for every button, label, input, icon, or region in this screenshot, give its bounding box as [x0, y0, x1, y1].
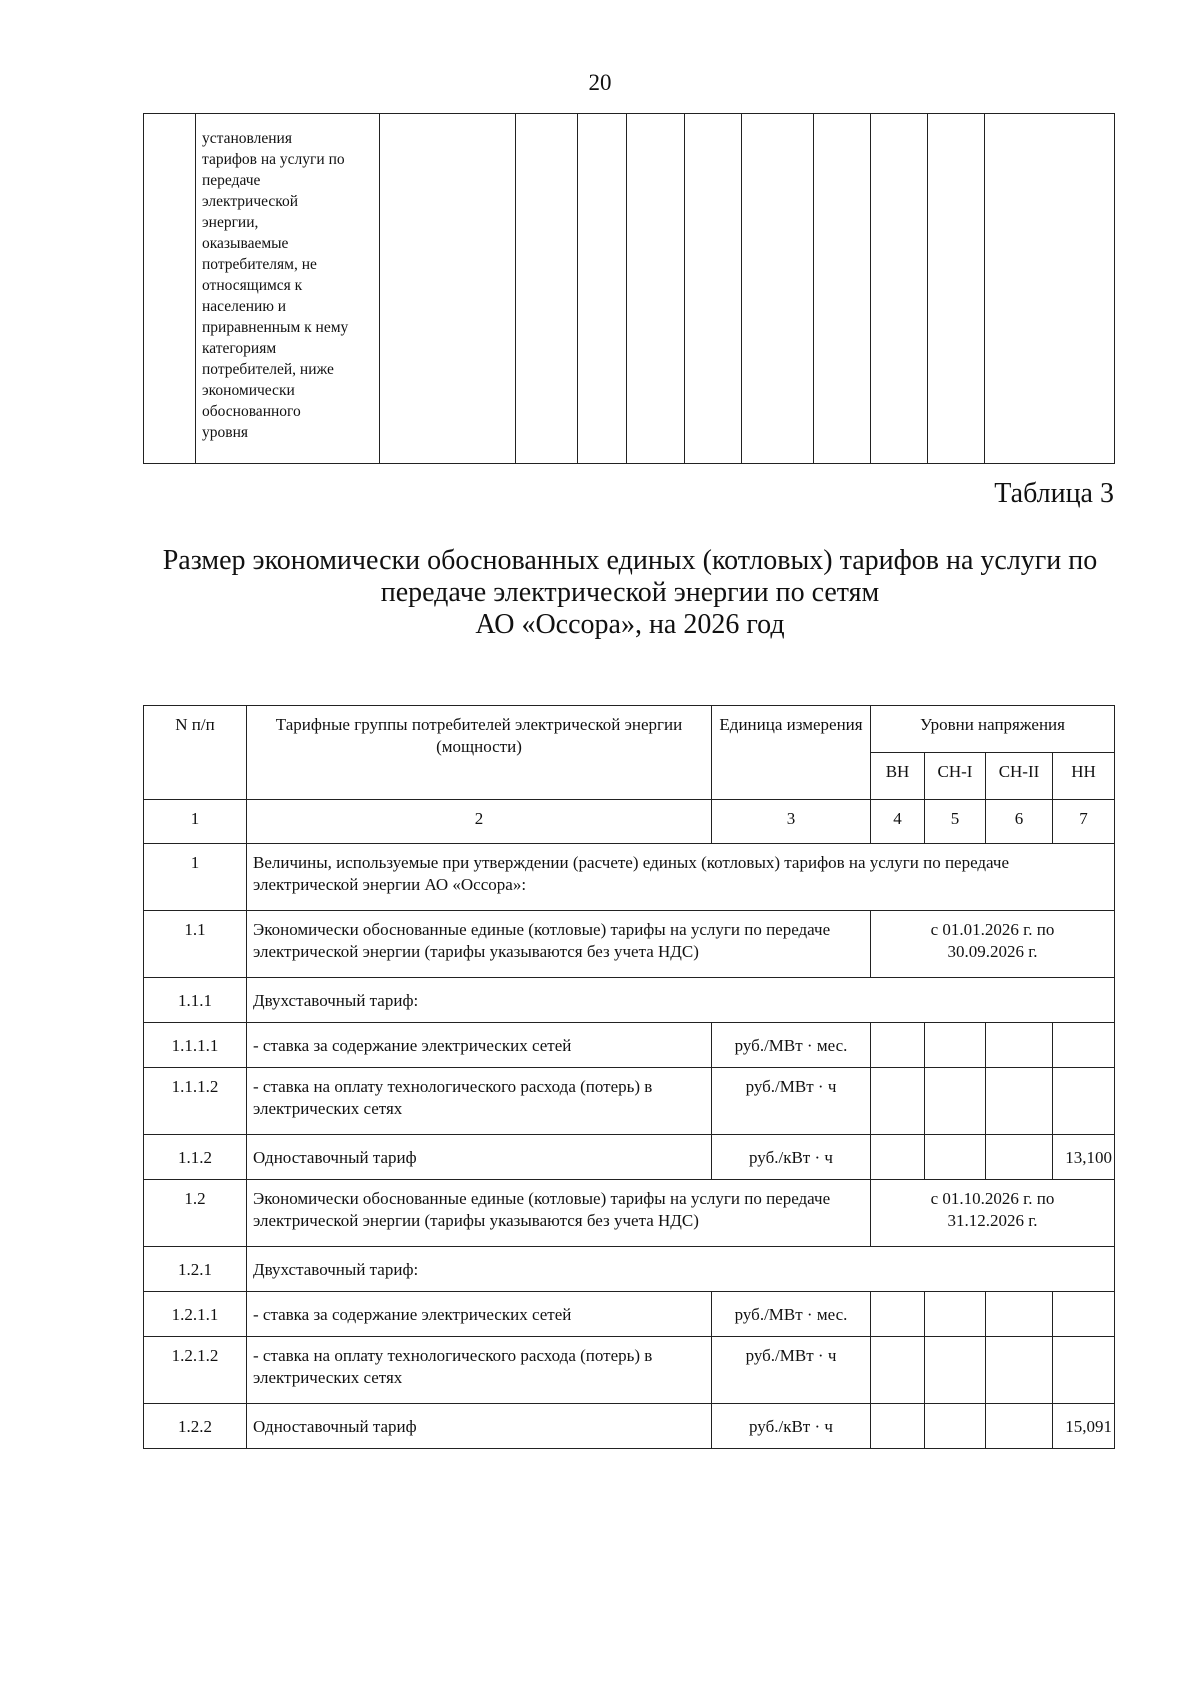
row-num: 1.1 — [144, 911, 247, 978]
row-text: Двухставочный тариф: — [247, 978, 1115, 1023]
row-unit: руб./кВт · ч — [712, 1135, 871, 1180]
cont-line: обоснованного — [202, 403, 301, 420]
header-sn1: СН-I — [925, 753, 986, 800]
cont-cell — [871, 114, 928, 464]
row-num: 1.1.1 — [144, 978, 247, 1023]
cell-sn2 — [986, 1068, 1053, 1135]
page-number: 20 — [588, 70, 612, 95]
row-unit: руб./кВт · ч — [712, 1404, 871, 1449]
cont-cell — [985, 114, 1115, 464]
row-num: 1.2.2 — [144, 1404, 247, 1449]
cell-sn2 — [986, 1404, 1053, 1449]
cont-line: энергии, — [202, 214, 259, 231]
colnum: 6 — [986, 800, 1053, 844]
cell-sn1 — [925, 1023, 986, 1068]
cont-cell-text — [196, 114, 380, 464]
cell-nn-value: 13,100 — [1053, 1135, 1115, 1180]
cell-sn1 — [925, 1292, 986, 1337]
period — [871, 1180, 1115, 1247]
row-num: 1.2.1.1 — [144, 1292, 247, 1337]
cont-cell — [814, 114, 871, 464]
row-text: Одноставочный тариф — [247, 1135, 712, 1180]
row-num: 1.2 — [144, 1180, 247, 1247]
header-num: N п/п — [144, 706, 247, 800]
row-num: 1.2.1.2 — [144, 1337, 247, 1404]
cont-line: тарифов на услуги по — [202, 151, 345, 168]
period — [871, 911, 1115, 978]
colnum: 3 — [712, 800, 871, 844]
header-nn: НН — [1053, 753, 1115, 800]
row-unit: руб./МВт · мес. — [712, 1023, 871, 1068]
row-text: - ставка за содержание электрических сетей — [247, 1292, 712, 1337]
colnum: 4 — [871, 800, 925, 844]
cell-vn — [871, 1135, 925, 1180]
title-line: Размер экономически обоснованных единых (котловых) тарифов на услуги по — [162, 545, 1098, 576]
colnum: 5 — [925, 800, 986, 844]
period-line: 31.12.2026 г. — [947, 1211, 1038, 1230]
header-groups: Тарифные группы потребителей электрической энергии (мощности) — [247, 706, 712, 800]
cell-sn2 — [986, 1023, 1053, 1068]
row-text: - ставка на оплату технологического расхода (потерь) в электрических сетях — [247, 1068, 712, 1135]
cell-sn1 — [925, 1404, 986, 1449]
cont-line: относящимся к — [202, 277, 303, 294]
cont-line: потребителям, не — [202, 256, 317, 273]
cont-cell-num — [144, 114, 196, 464]
cell-sn1 — [925, 1135, 986, 1180]
row-text: Двухставочный тариф: — [247, 1247, 1115, 1292]
title-line: АО «Оссора», на 2026 год — [475, 609, 785, 640]
row-text: Экономически обоснованные единые (котловые) тарифы на услуги по передаче электрической энергии (тарифы указываются без учета НДС) — [247, 1180, 871, 1247]
tariff-table — [143, 705, 1115, 1449]
row-text: Величины, используемые при утверждении (расчете) единых (котловых) тарифов на услуги по передаче электрической энергии АО «Оссора»: — [247, 844, 1115, 911]
title-line: передаче электрической энергии по сетям — [380, 577, 880, 608]
cont-cell — [685, 114, 742, 464]
cont-cell — [928, 114, 985, 464]
cell-sn1 — [925, 1068, 986, 1135]
cell-nn-value: 15,091 — [1053, 1404, 1115, 1449]
cell-nn — [1053, 1023, 1115, 1068]
table-title — [0, 545, 1200, 641]
cont-cell — [742, 114, 814, 464]
cell-sn1 — [925, 1337, 986, 1404]
row-text: Одноставочный тариф — [247, 1404, 712, 1449]
header-vn: ВН — [871, 753, 925, 800]
colnum: 2 — [247, 800, 712, 844]
continuation-table — [143, 113, 1115, 464]
colnum: 7 — [1053, 800, 1115, 844]
cell-nn — [1053, 1337, 1115, 1404]
cont-line: категориям — [202, 340, 277, 357]
cont-cell — [380, 114, 516, 464]
cont-cell — [516, 114, 578, 464]
row-num: 1 — [144, 844, 247, 911]
cell-vn — [871, 1292, 925, 1337]
row-unit: руб./МВт · ч — [712, 1068, 871, 1135]
cont-line: потребителей, ниже — [202, 361, 334, 378]
row-num: 1.1.1.2 — [144, 1068, 247, 1135]
row-num: 1.1.1.1 — [144, 1023, 247, 1068]
cont-line: экономически — [202, 382, 295, 399]
cont-cell — [578, 114, 627, 464]
row-num: 1.2.1 — [144, 1247, 247, 1292]
cont-line: населению и — [202, 298, 287, 315]
cell-vn — [871, 1023, 925, 1068]
period-line: с 01.10.2026 г. по — [930, 1189, 1055, 1208]
cont-line: электрической — [202, 193, 299, 210]
row-text: - ставка за содержание электрических сетей — [247, 1023, 712, 1068]
cell-sn2 — [986, 1135, 1053, 1180]
row-text: Экономически обоснованные единые (котловые) тарифы на услуги по передаче электрической энергии (тарифы указываются без учета НДС) — [247, 911, 871, 978]
header-unit: Единица измерения — [712, 706, 871, 800]
row-unit: руб./МВт · мес. — [712, 1292, 871, 1337]
cell-vn — [871, 1337, 925, 1404]
cell-nn — [1053, 1068, 1115, 1135]
row-num: 1.1.2 — [144, 1135, 247, 1180]
header-sn2: СН-II — [986, 753, 1053, 800]
cell-nn — [1053, 1292, 1115, 1337]
cell-sn2 — [986, 1292, 1053, 1337]
cell-vn — [871, 1404, 925, 1449]
header-levels: Уровни напряжения — [871, 706, 1115, 753]
period-line: с 01.01.2026 г. по — [930, 920, 1055, 939]
cont-line: передаче — [202, 172, 261, 189]
cont-line: установления — [202, 130, 292, 147]
cont-line: оказываемые — [202, 235, 289, 252]
table-label: Таблица 3 — [994, 478, 1114, 509]
cont-line: уровня — [202, 424, 248, 441]
period-line: 30.09.2026 г. — [947, 942, 1038, 961]
cont-cell — [627, 114, 685, 464]
cell-vn — [871, 1068, 925, 1135]
colnum: 1 — [144, 800, 247, 844]
row-unit: руб./МВт · ч — [712, 1337, 871, 1404]
cont-line: приравненным к нему — [202, 319, 349, 336]
cell-sn2 — [986, 1337, 1053, 1404]
row-text: - ставка на оплату технологического расхода (потерь) в электрических сетях — [247, 1337, 712, 1404]
